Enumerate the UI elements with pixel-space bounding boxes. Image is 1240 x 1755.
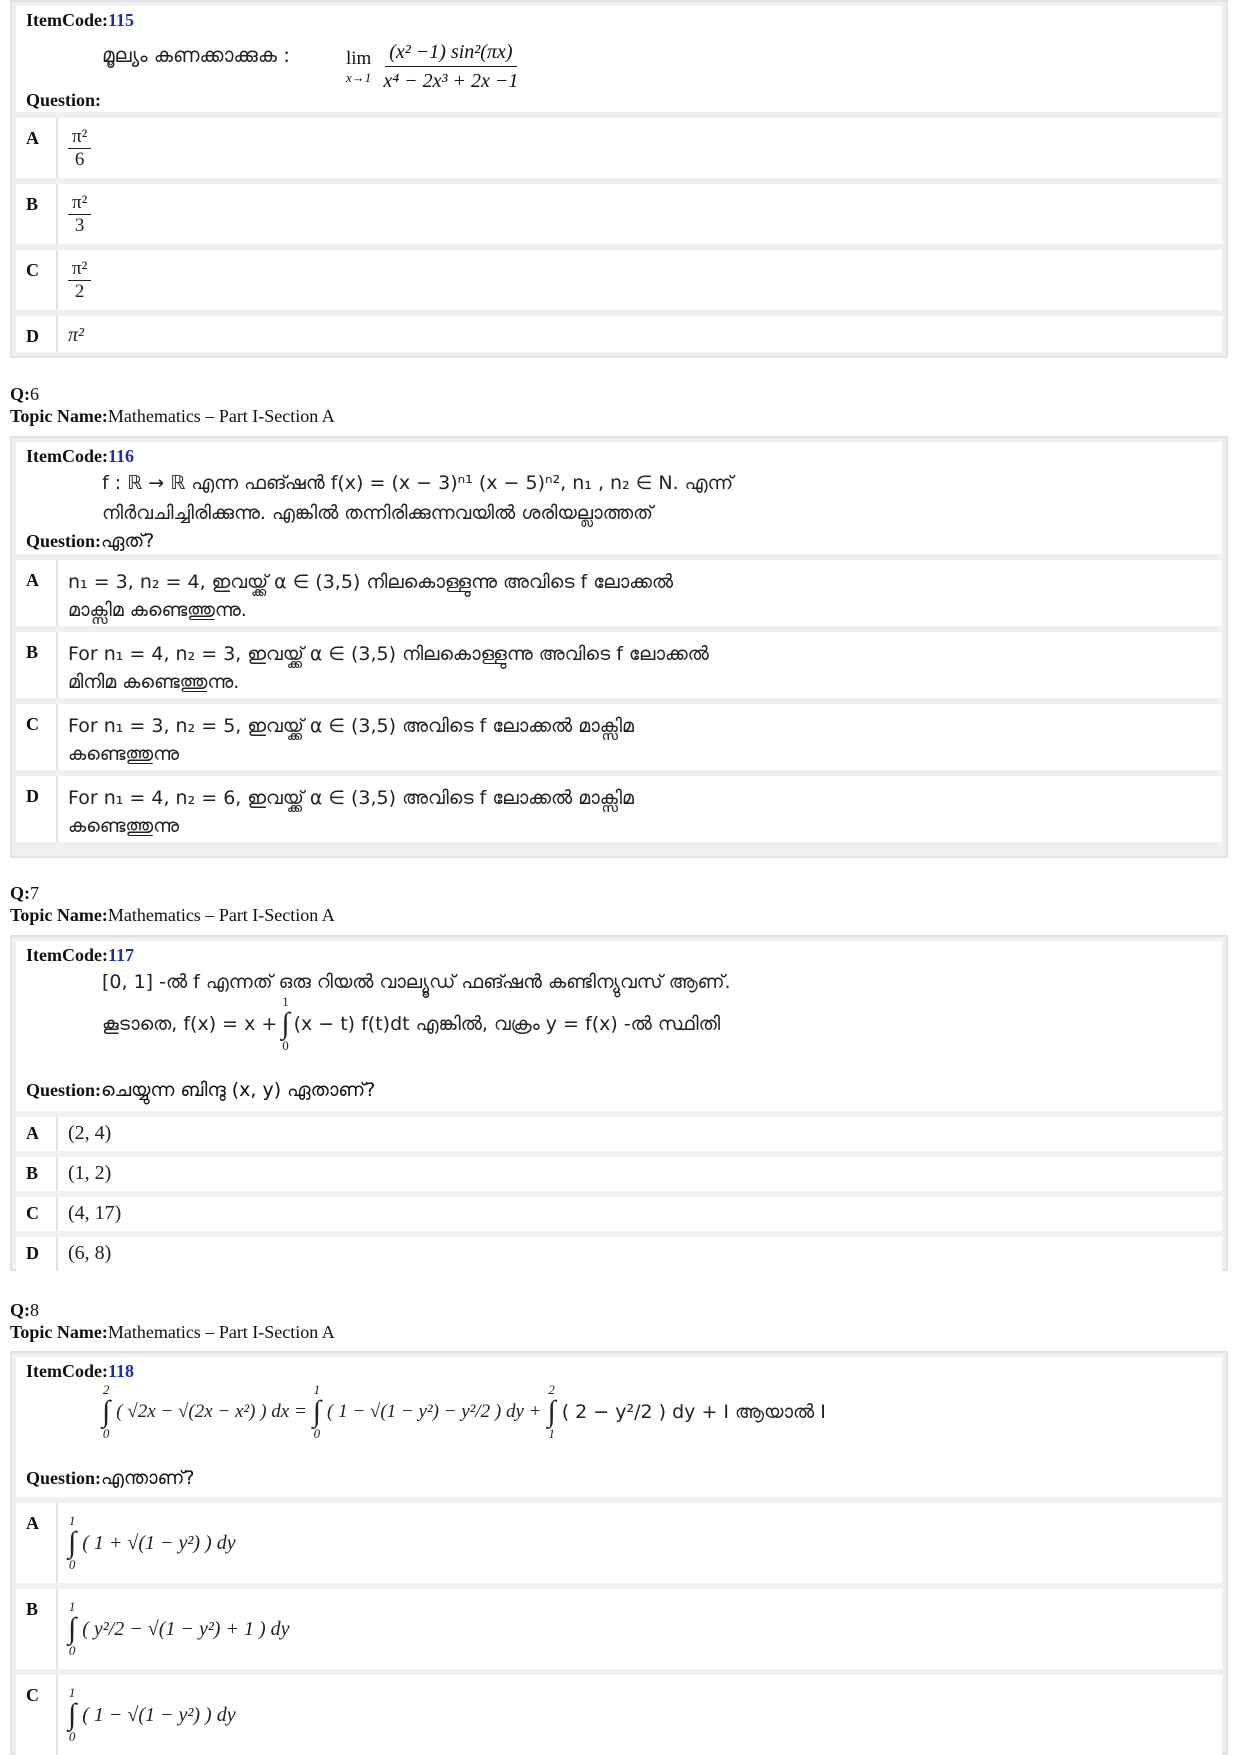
question-header-6: Q:6 Topic Name:Mathematics – Part I-Section A	[10, 384, 335, 426]
question-header-7: Q:7 Topic Name:Mathematics – Part I-Section A	[10, 883, 335, 925]
option-b[interactable]: B (1, 2)	[16, 1157, 1222, 1191]
option-c[interactable]: C $\frac{\text{π²}}{2}$	[16, 250, 1222, 310]
option-b[interactable]: B $\frac{\text{π²}}{3}$	[16, 184, 1222, 244]
question-label: Question:എന്താണ്?	[26, 1467, 195, 1489]
stem-text: f : ℝ → ℝ എന്ന ഫങ്ഷൻ f(x) = (x − 3)ⁿ¹ (x − 5)ⁿ², n₁ , n₂ ∈ N. എന്ന് നിർവചിച്ചിരിക്കുന്നു. എങ്കിൽ തന്നിരിക്കുന്നവയിൽ ശരിയല്ലാത്തത്	[102, 472, 734, 524]
option-a[interactable]: A 1 ∫ 0 ( 1 + √(1 − y²) ) dy	[16, 1503, 1222, 1583]
option-c[interactable]: C For n₁ = 3, n₂ = 5, ഇവയ്ക്ക് α ∈ (3,5) അവിടെ f ലോക്കൽ മാക്സിമ കണ്ടെത്തുന്നു	[16, 704, 1222, 770]
item-code: ItemCode:115	[26, 10, 134, 30]
question-card-115	[10, 0, 1228, 358]
item-code: ItemCode:118	[26, 1361, 134, 1381]
option-c[interactable]: C (4, 17)	[16, 1197, 1222, 1231]
option-a[interactable]: A $\frac{\text{π²}}{6}$	[16, 118, 1222, 178]
question-card-117	[10, 935, 1228, 1271]
integral-sign: 1 ∫ 0	[281, 994, 290, 1053]
stem-equation: 2 ∫ 0 ( √2x − √(2x − x²) ) dx = 1 ∫ 0 ( 1 − √(1 − y²) − y²/2 ) dy + 2 ∫ 1 ( 2 − y²/2 ) dy + I ആയാൽ I	[102, 1382, 826, 1441]
question-stem	[16, 941, 1222, 1111]
stem-line-2: കൂടാതെ, f(x) = x + 1 ∫ 0 (x − t) f(t)dt എങ്കിൽ, വക്രം y = f(x) -ൽ സ്ഥിതി	[102, 994, 721, 1053]
question-label: Question:ചെയ്യുന്ന ബിന്ദു (x, y) ഏതാണ്?	[26, 1079, 376, 1101]
stem-text: മൂല്യം കണക്കാക്കുക :	[102, 43, 291, 67]
question-stem	[16, 1357, 1222, 1497]
option-d[interactable]: D For n₁ = 4, n₂ = 6, ഇവയ്ക്ക് α ∈ (3,5) അവിടെ f ലോക്കൽ മാക്സിമ കണ്ടെത്തുന്നു	[16, 776, 1222, 842]
limit-expression: lim x→1 $\frac{\text{(x² −1) sin²(πx)}}{\text{x⁴ − 2x³ + 2x −1}}$	[346, 38, 522, 95]
stem-line-1: [0, 1] -ൽ f എന്നത് ഒരു റിയൽ വാല്യൂഡ് ഫങ്ഷൻ കണ്ടിന്യുവസ് ആണ്.	[102, 971, 731, 993]
limit-numerator: (x² −1) sin²(πx)	[385, 38, 516, 67]
question-stem	[16, 442, 1222, 554]
item-code: ItemCode:116	[26, 446, 134, 466]
question-card-116	[10, 436, 1228, 858]
question-card-118	[10, 1351, 1228, 1755]
option-a[interactable]: A n₁ = 3, n₂ = 4, ഇവയ്ക്ക് α ∈ (3,5) നിലകൊള്ളുന്നു അവിടെ f ലോക്കൽ മാക്സിമ കണ്ടെത്തുന്നു.	[16, 560, 1222, 626]
option-d[interactable]: D π²	[16, 316, 1222, 352]
option-b[interactable]: B For n₁ = 4, n₂ = 3, ഇവയ്ക്ക് α ∈ (3,5) നിലകൊള്ളുന്നു അവിടെ f ലോക്കൽ മിനിമ കണ്ടെത്തുന്നു.	[16, 632, 1222, 698]
question-header-8: Q:8 Topic Name:Mathematics – Part I-Section A	[10, 1300, 335, 1342]
option-d[interactable]: D (6, 8)	[16, 1237, 1222, 1271]
item-code: ItemCode:117	[26, 945, 134, 965]
question-label: Question:	[26, 90, 102, 110]
option-b[interactable]: B 1 ∫ 0 ( y²/2 − √(1 − y²) + 1 ) dy	[16, 1589, 1222, 1669]
option-a[interactable]: A (2, 4)	[16, 1117, 1222, 1151]
question-stem	[16, 6, 1222, 112]
option-c[interactable]: C 1 ∫ 0 ( 1 − √(1 − y²) ) dy	[16, 1675, 1222, 1755]
limit-denominator: x⁴ − 2x³ + 2x −1	[383, 70, 519, 92]
question-label: Question:ഏത്?	[26, 530, 155, 552]
